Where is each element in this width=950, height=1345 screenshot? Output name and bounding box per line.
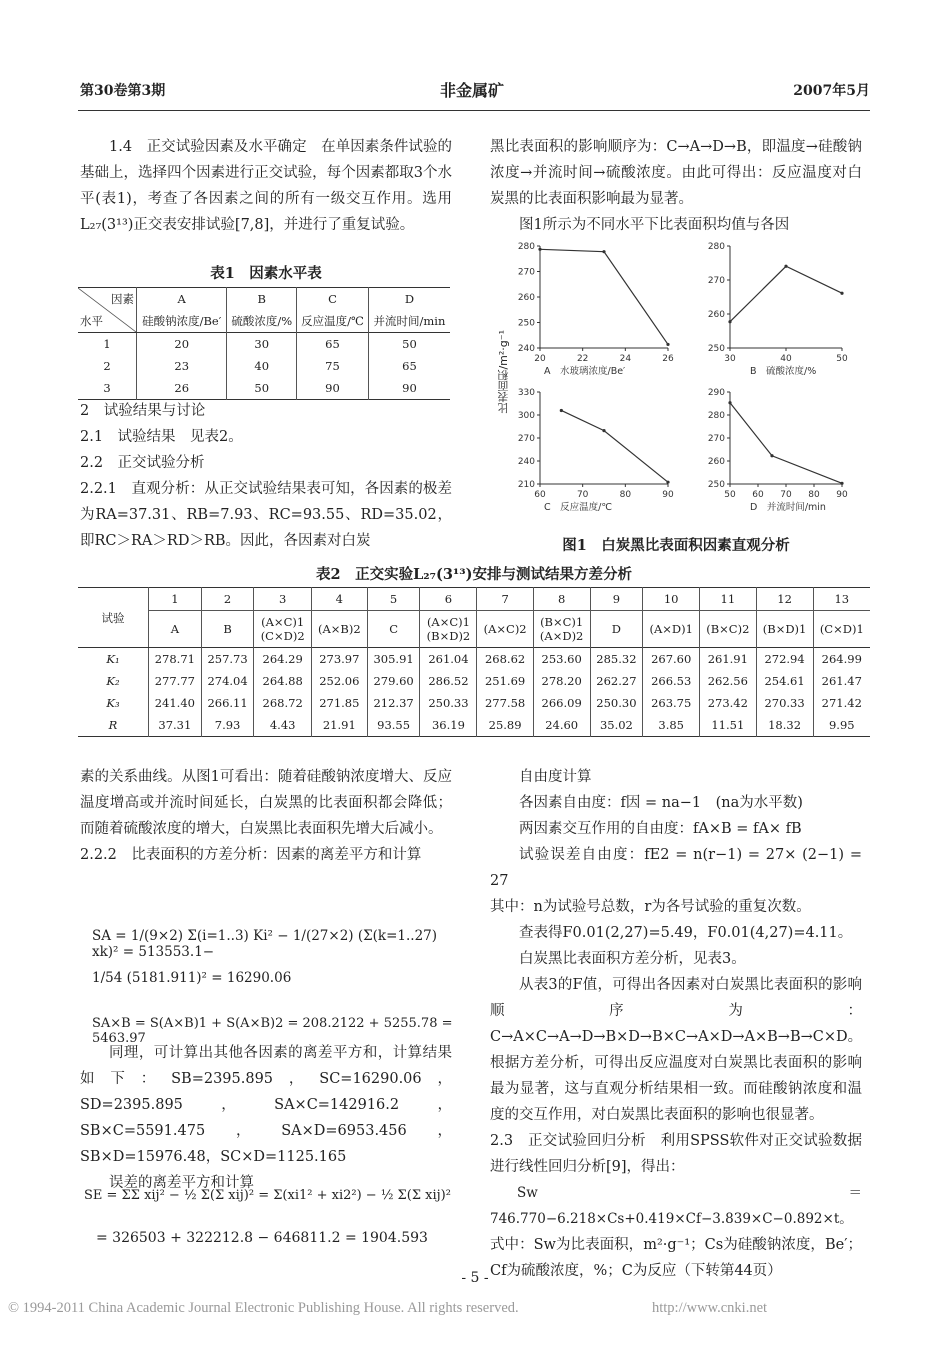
y-tick-label: 250 xyxy=(707,480,725,490)
y-tick-label: 260 xyxy=(517,293,535,303)
formula-sa: SA = 1/(9×2) Σ(i=1..3) Ki² − 1/(27×2) (Σ(k=1..27) xk)² = 513553.1− xyxy=(92,928,438,960)
cell: 279.60 xyxy=(367,670,420,692)
cell: 24.60 xyxy=(533,714,590,737)
cell: 65 xyxy=(297,333,369,356)
line: 其中：n为试验号总数，r为各号试验的重复次数。 xyxy=(490,899,811,915)
table2-caption: 表2 正交实验L₂₇(3¹³)安排与测试结果方差分析 xyxy=(316,566,632,583)
row-label: K₃ xyxy=(106,696,120,710)
col-number: 4 xyxy=(311,588,367,611)
cell: 93.55 xyxy=(367,714,420,737)
cell: 35.02 xyxy=(590,714,643,737)
section-2 xyxy=(80,398,452,554)
y-tick-label: 300 xyxy=(517,411,535,421)
row-label: R xyxy=(108,718,118,732)
cell: 23 xyxy=(137,355,227,377)
table-row xyxy=(78,692,870,714)
y-tick-label: 210 xyxy=(517,480,535,490)
cell: 270.33 xyxy=(756,692,813,714)
series-line xyxy=(730,266,842,321)
formula-se-result: = 326503 + 322212.8 − 646811.2 = 1904.593 xyxy=(96,1230,428,1246)
cell: 18.32 xyxy=(756,714,813,737)
col-factor: (C×D)1 xyxy=(813,611,870,648)
y-tick-label: 270 xyxy=(707,434,725,444)
cell: 241.40 xyxy=(149,692,202,714)
cell: 25.89 xyxy=(477,714,533,737)
col-number: 7 xyxy=(477,588,533,611)
cell: 268.72 xyxy=(254,692,311,714)
table-row xyxy=(78,670,870,692)
col-name: 硫酸浓度/% xyxy=(227,310,297,333)
x-tick-label: 50 xyxy=(724,490,736,500)
x-axis-label: C 反应温度/℃ xyxy=(544,502,613,513)
y-tick-label: 240 xyxy=(517,457,535,467)
table-row xyxy=(78,714,870,737)
col-factor: (A×C)1 (C×D)2 xyxy=(254,611,311,648)
figure-ylabel: 比表面积/m²·g⁻¹ xyxy=(497,330,510,414)
col-number: 8 xyxy=(533,588,590,611)
cell: 30 xyxy=(227,333,297,356)
regression-formula: Sw＝746.770−6.218×Cs+0.419×Cf−3.839×C−0.892×t。 xyxy=(490,1185,862,1227)
cell: 90 xyxy=(297,377,369,400)
data-point xyxy=(840,292,843,295)
col-number: 9 xyxy=(590,588,643,611)
cell: 254.61 xyxy=(756,670,813,692)
data-point xyxy=(784,265,787,268)
x-tick-label: 80 xyxy=(808,490,820,500)
y-tick-label: 260 xyxy=(707,310,725,320)
y-tick-label: 250 xyxy=(707,344,725,354)
cell: 261.04 xyxy=(420,648,477,671)
cell: 36.19 xyxy=(420,714,477,737)
cell: 278.20 xyxy=(533,670,590,692)
col-factor: (B×C)2 xyxy=(700,611,756,648)
data-point xyxy=(666,481,669,484)
cell: 273.97 xyxy=(311,648,367,671)
figure1-caption: 图1 白炭黑比表面积因素直观分析 xyxy=(562,537,790,554)
col-factor: (B×C)1 (A×D)2 xyxy=(533,611,590,648)
y-tick-label: 270 xyxy=(707,276,725,286)
cell: 1 xyxy=(103,337,111,351)
cell: 7.93 xyxy=(201,714,254,737)
cell: 250.33 xyxy=(420,692,477,714)
series-line xyxy=(730,403,842,484)
copyright-notice: © 1994-2011 China Academic Journal Electronic Publishing House. All rights reserved. xyxy=(8,1300,519,1316)
formula-sa-result: 1/54 (5181.911)² = 16290.06 xyxy=(92,970,292,986)
y-tick-label: 280 xyxy=(707,242,725,252)
heading-2: 2 试验结果与讨论 xyxy=(80,403,206,419)
cell: 273.42 xyxy=(700,692,756,714)
cnki-url[interactable]: http://www.cnki.net xyxy=(652,1300,768,1316)
line: 两因素交互作用的自由度：fA×B = fA× fB xyxy=(519,821,802,837)
cell: 4.43 xyxy=(254,714,311,737)
cell: 278.71 xyxy=(149,648,202,671)
cell: 286.52 xyxy=(420,670,477,692)
cell: 75 xyxy=(297,355,369,377)
page-number: - 5 - xyxy=(461,1270,489,1286)
right-bottom-text xyxy=(490,764,862,1284)
col-number: 3 xyxy=(254,588,311,611)
cell: 90 xyxy=(368,377,450,400)
cell: 50 xyxy=(368,333,450,356)
cell: 40 xyxy=(227,355,297,377)
paragraph: 误差的离差平方和计算 xyxy=(109,1175,254,1191)
paragraph: 从表3的F值，可得出各因素对白炭黑比表面积的影响顺序为：C→A×C→A→D→B×D→B×C→A×D→A×B→B→C×D。根据方差分析，可得出反应温度对白炭黑比表面积的影响最为显著，这与直观分析结果相一致。而硅酸钠浓度和温度的交互作用，对白炭黑比表面积的影响也很显著。 xyxy=(490,977,863,1123)
cell: 264.88 xyxy=(254,670,311,692)
col-name: 并流时间/min xyxy=(368,310,450,333)
figure1-chart xyxy=(490,236,870,526)
right-top-text xyxy=(490,134,862,238)
line: 白炭黑比表面积方差分析，见表3。 xyxy=(519,951,746,967)
cell: 9.95 xyxy=(813,714,870,737)
paragraph: 图1所示为不同水平下比表面积均值与各因 xyxy=(519,217,790,233)
corner-bottom: 水平 xyxy=(80,314,103,328)
cell: 65 xyxy=(368,355,450,377)
data-point xyxy=(538,248,541,251)
cell: 271.42 xyxy=(813,692,870,714)
table1-caption: 表1 因素水平表 xyxy=(210,265,322,282)
data-point xyxy=(602,250,605,253)
cell: 212.37 xyxy=(367,692,420,714)
data-point xyxy=(666,343,669,346)
corner-top: 因素 xyxy=(111,292,134,306)
line: 试验误差自由度：fE2 = n(r−1) = 27× (2−1) = 27 xyxy=(490,847,862,889)
series-line xyxy=(540,249,668,344)
y-tick-label: 280 xyxy=(707,411,725,421)
y-tick-label: 260 xyxy=(707,457,725,467)
cell: 305.91 xyxy=(367,648,420,671)
x-axis-label: B 硫酸浓度/% xyxy=(750,366,817,377)
row-label: K₂ xyxy=(106,674,120,688)
cell: 267.60 xyxy=(643,648,700,671)
cell: 266.09 xyxy=(533,692,590,714)
x-tick-label: 50 xyxy=(836,354,848,364)
cell: 285.32 xyxy=(590,648,643,671)
paragraph: 素的关系曲线。从图1可看出：随着硅酸钠浓度增大、反应温度增高或并流时间延长，白炭黑的比表面积都会降低；而随着硫酸浓度的增大，白炭黑比表面积先增大后减小。 xyxy=(80,769,452,837)
section-1-4 xyxy=(80,134,452,238)
data-point xyxy=(560,409,563,412)
data-point xyxy=(602,429,605,432)
x-tick-label: 20 xyxy=(534,354,546,364)
col-factor: C xyxy=(367,611,420,648)
paragraph: 黑比表面积的影响顺序为：C→A→D→B，即温度→硅酸钠浓度→并流时间→硫酸浓度。由此可得出：反应温度对白炭黑的比表面积影响最为显著。 xyxy=(490,139,862,207)
col-factor: (A×D)1 xyxy=(643,611,700,648)
x-tick-label: 90 xyxy=(662,490,674,500)
cell: 266.53 xyxy=(643,670,700,692)
paragraph: 式中：Sw为比表面积，m²·g⁻¹；Cs为硅酸钠浓度，Be′；Cf为硫酸浓度，%；C为反应（下转第44页） xyxy=(490,1237,862,1279)
col-letter: D xyxy=(368,288,450,311)
cell: 50 xyxy=(227,377,297,400)
heading-2-2: 2.2 正交试验分析 xyxy=(80,455,205,471)
cell: 263.75 xyxy=(643,692,700,714)
cell: 261.91 xyxy=(700,648,756,671)
col-number: 5 xyxy=(367,588,420,611)
factor-level-table xyxy=(78,287,450,400)
cell: 274.04 xyxy=(201,670,254,692)
cell: 277.58 xyxy=(477,692,533,714)
col-number: 1 xyxy=(149,588,202,611)
col-factor: (A×B)2 xyxy=(311,611,367,648)
x-tick-label: 80 xyxy=(619,490,632,500)
y-tick-label: 330 xyxy=(517,388,535,398)
cell: 20 xyxy=(137,333,227,356)
col-letter: C xyxy=(297,288,369,311)
col-factor: (A×C)2 xyxy=(477,611,533,648)
table-row xyxy=(78,377,450,400)
cell: 266.11 xyxy=(201,692,254,714)
cell: 268.62 xyxy=(477,648,533,671)
series-line xyxy=(561,410,668,482)
paragraph: 同理，可计算出其他各因素的离差平方和，计算结果如下：SB=2395.895，SC=16290.06，SD=2395.895，SA×C=142916.2，SB×C=5591.475，SA×D=6953.456，SB×D=15976.48，SC×D=1125.165 xyxy=(80,1045,452,1165)
data-point xyxy=(770,454,773,457)
line: 查表得F0.01(2,27)=5.49，F0.01(4,27)=4.11。 xyxy=(519,925,853,941)
x-tick-label: 24 xyxy=(619,354,632,364)
col-factor: D xyxy=(590,611,643,648)
y-tick-label: 290 xyxy=(707,388,725,398)
cell: 21.91 xyxy=(311,714,367,737)
cell: 264.99 xyxy=(813,648,870,671)
x-tick-label: 40 xyxy=(780,354,792,364)
y-tick-label: 270 xyxy=(517,434,535,444)
x-tick-label: 70 xyxy=(780,490,792,500)
data-point xyxy=(840,482,843,485)
col-name: 反应温度/℃ xyxy=(297,310,369,333)
x-tick-label: 60 xyxy=(534,490,546,500)
col-number: 12 xyxy=(756,588,813,611)
cell: 3.85 xyxy=(643,714,700,737)
cell: 261.47 xyxy=(813,670,870,692)
paragraph-2-3: 2.3 正交试验回归分析 利用SPSS软件对正交试验数据进行线性回归分析[9]，得出： xyxy=(490,1133,862,1175)
left-bottom-text xyxy=(80,764,452,868)
cell: 271.85 xyxy=(311,692,367,714)
cell: 11.51 xyxy=(700,714,756,737)
x-tick-label: 22 xyxy=(576,354,589,364)
header-rule xyxy=(78,110,870,111)
paragraph-2-2-1: 2.2.1 直观分析：从正交试验结果表可知，各因素的极差为RA=37.31、RB=7.93、RC=93.55、RD=35.02，即RC＞RA＞RD＞RB。因此，各因素对白炭 xyxy=(80,481,452,549)
x-tick-label: 90 xyxy=(836,490,848,500)
col-letter: B xyxy=(227,288,297,311)
col-number: 11 xyxy=(700,588,756,611)
table-row xyxy=(78,648,870,671)
cell: 262.56 xyxy=(700,670,756,692)
col-number: 10 xyxy=(643,588,700,611)
paragraph-2-2-2: 2.2.2 比表面积的方差分析：因素的离差平方和计算 xyxy=(80,847,422,863)
cell: 253.60 xyxy=(533,648,590,671)
data-point xyxy=(728,320,731,323)
col-number: 6 xyxy=(420,588,477,611)
cell: 252.06 xyxy=(311,670,367,692)
col-label: 试验 xyxy=(78,588,149,648)
x-axis-label: A 水玻璃浓度/Be′ xyxy=(544,366,626,377)
col-factor: (B×D)1 xyxy=(756,611,813,648)
table-row xyxy=(78,333,450,356)
formula-se: SE = ΣΣ xij² − ½ Σ(Σ xij)² = Σ(xi1² + xi2²) − ½ Σ(Σ xij)² xyxy=(84,1188,451,1203)
line: 自由度计算 xyxy=(519,769,592,785)
x-tick-label: 26 xyxy=(662,354,674,364)
table-row xyxy=(78,355,450,377)
cell: 277.77 xyxy=(149,670,202,692)
col-factor: B xyxy=(201,611,254,648)
journal-volume: 第30卷第3期 xyxy=(80,83,166,99)
cell: 257.73 xyxy=(201,648,254,671)
col-factor: A xyxy=(149,611,202,648)
formula-saxb: SA×B = S(A×B)1 + S(A×B)2 = 208.2122 + 5255.78 = 5463.97 xyxy=(92,1016,453,1046)
col-number: 2 xyxy=(201,588,254,611)
x-tick-label: 60 xyxy=(752,490,764,500)
paragraph: 1.4 正交试验因素及水平确定 在单因素条件试验的基础上，选择四个因素进行正交试验，每个因素都取3个水平(表1)，考查了各因素之间的所有一级交互作用。选用L₂₇(3¹³)正交表安排试验[7,8]，并进行了重复试验。 xyxy=(80,139,452,233)
corner-cell xyxy=(78,288,137,333)
cell: 262.27 xyxy=(590,670,643,692)
y-tick-label: 280 xyxy=(517,242,535,252)
cell: 250.30 xyxy=(590,692,643,714)
row-label: K₁ xyxy=(106,652,120,666)
cell: 26 xyxy=(137,377,227,400)
y-tick-label: 240 xyxy=(517,344,535,354)
cell: 264.29 xyxy=(254,648,311,671)
col-factor: (A×C)1 (B×D)2 xyxy=(420,611,477,648)
journal-title: 非金属矿 xyxy=(440,81,505,100)
left-bottom-text2 xyxy=(80,1040,452,1196)
y-tick-label: 250 xyxy=(517,318,535,329)
orthogonal-results-table xyxy=(78,587,870,737)
x-tick-label: 30 xyxy=(724,354,736,364)
line: 各因素自由度：f因 = na−1 (na为水平数) xyxy=(519,795,803,811)
cell: 37.31 xyxy=(149,714,202,737)
heading-2-1: 2.1 试验结果 见表2。 xyxy=(80,429,243,445)
cell: 251.69 xyxy=(477,670,533,692)
cell: 2 xyxy=(103,359,111,373)
col-number: 13 xyxy=(813,588,870,611)
col-name: 硅酸钠浓度/Be′ xyxy=(137,310,227,333)
x-tick-label: 70 xyxy=(576,490,589,500)
x-axis-label: D 并流时间/min xyxy=(750,502,826,513)
cell: 3 xyxy=(103,381,111,395)
col-letter: A xyxy=(137,288,227,311)
journal-date: 2007年5月 xyxy=(793,83,870,99)
data-point xyxy=(728,401,731,404)
y-tick-label: 270 xyxy=(517,267,535,278)
cell: 272.94 xyxy=(756,648,813,671)
